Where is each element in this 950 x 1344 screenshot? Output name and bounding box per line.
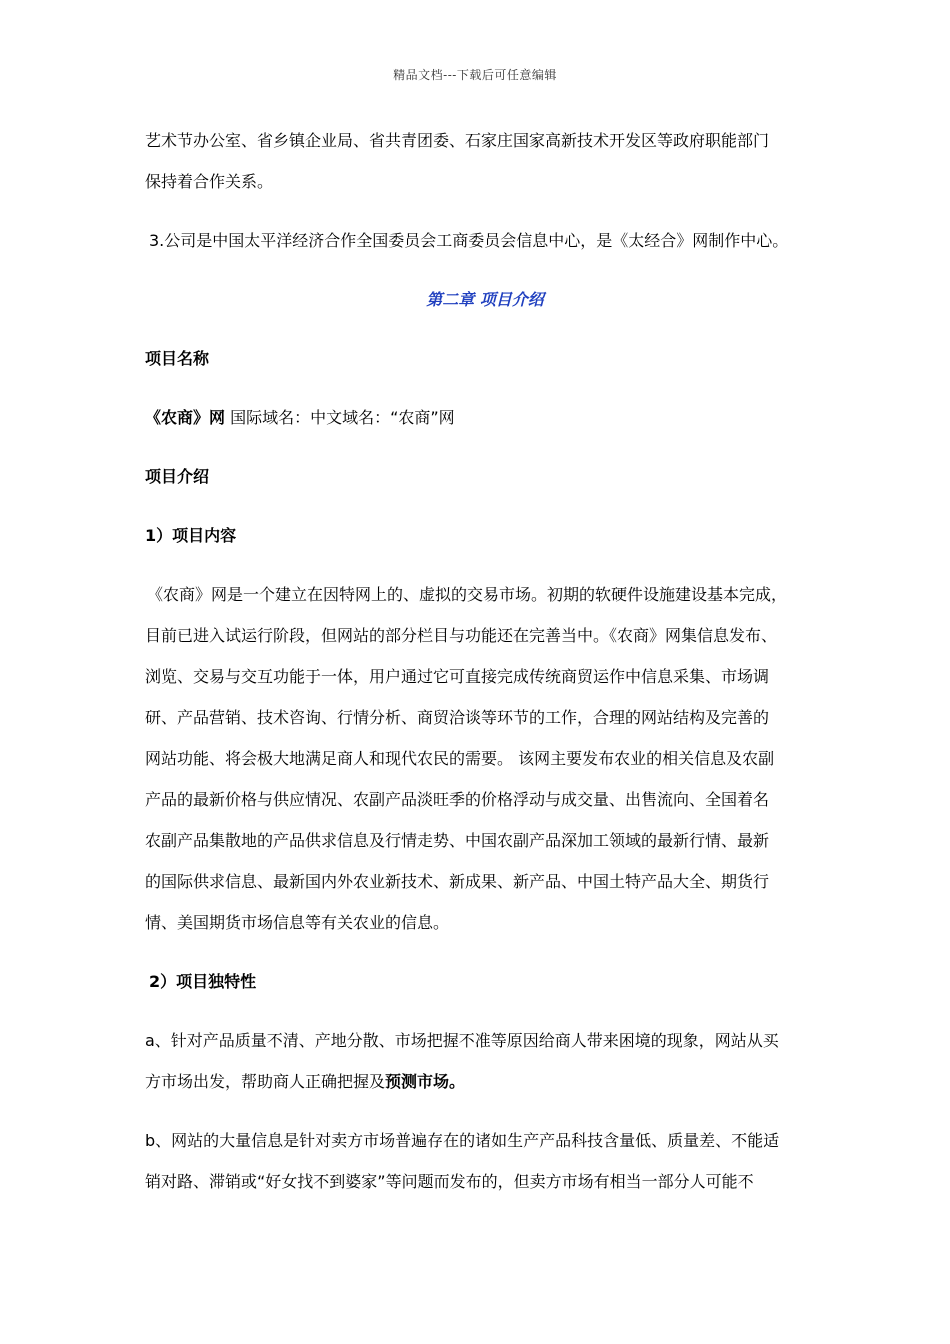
project-content-paragraph	[145, 574, 825, 943]
point-b-line-2: 销对路、滞销或“好女找不到婆家”等问题而发布的，但卖方市场有相当一部分人可能不	[145, 1172, 754, 1191]
content-line: 情、美国期货市场信息等有关农业的信息。	[145, 913, 450, 932]
point-a-line-2	[145, 1061, 825, 1102]
content-line: 研、产品营销、技术咨询、行情分析、商贸洽谈等环节的工作，合理的网站结构及完善的	[145, 708, 770, 727]
document-body	[145, 120, 825, 1220]
content-line: 的国际供求信息、最新国内外农业新技术、新成果、新产品、中国土特产品大全、期货行	[145, 872, 770, 891]
content-line: 目前已进入试运行阶段，但网站的部分栏目与功能还在完善当中。《农商》网集信息发布、	[145, 626, 778, 645]
project-name-line	[145, 397, 825, 438]
project-intro-heading: 项目介绍	[145, 467, 210, 486]
project-content-subheading: 1）项目内容	[145, 526, 237, 545]
intro-line-1: 艺术节办公室、省乡镇企业局、省共青团委、石家庄国家高新技术开发区等政府职能部门	[145, 131, 770, 150]
project-uniqueness-subheading: 2）项目独特性	[149, 972, 257, 991]
intro-paragraph	[145, 120, 825, 202]
project-name-domains: 国际域名：中文域名：“农商”网	[225, 408, 455, 427]
point-a-emphasis: 预测市场。	[385, 1072, 466, 1091]
project-name-bold: 《农商》网	[145, 408, 226, 427]
point-a-paragraph	[145, 1020, 825, 1102]
content-line: 网站功能、将会极大地满足商人和现代农民的需要。 该网主要发布农业的相关信息及农副	[145, 749, 775, 768]
content-line: 农副产品集散地的产品供求信息及行情走势、中国农副产品深加工领域的最新行情、最新	[145, 831, 770, 850]
point-a-line-1: a、针对产品质量不清、产地分散、市场把握不准等原因给商人带来困境的现象，网站从买	[145, 1031, 779, 1050]
page-header: 精品文档---下载后可任意编辑	[393, 68, 557, 82]
content-line: 《农商》网是一个建立在因特网上的、虚拟的交易市场。初期的软硬件设施建设基本完成，	[147, 585, 788, 604]
intro-item-3: 3.公司是中国太平洋经济合作全国委员会工商委员会信息中心，是《太经合》网制作中心。	[149, 231, 789, 250]
project-name-heading: 项目名称	[145, 349, 210, 368]
chapter-title: 第二章 项目介绍	[426, 290, 544, 309]
intro-line-2: 保持着合作关系。	[145, 172, 274, 191]
point-b-paragraph	[145, 1120, 825, 1202]
point-b-line-1: b、网站的大量信息是针对卖方市场普遍存在的诸如生产产品科技含量低、质量差、不能适	[145, 1131, 780, 1150]
content-line: 浏览、交易与交互功能于一体，用户通过它可直接完成传统商贸运作中信息采集、市场调	[145, 667, 770, 686]
content-line: 产品的最新价格与供应情况、农副产品淡旺季的价格浮动与成交量、出售流向、全国着名	[145, 790, 770, 809]
point-a-text: 方市场出发，帮助商人正确把握及	[145, 1072, 386, 1091]
